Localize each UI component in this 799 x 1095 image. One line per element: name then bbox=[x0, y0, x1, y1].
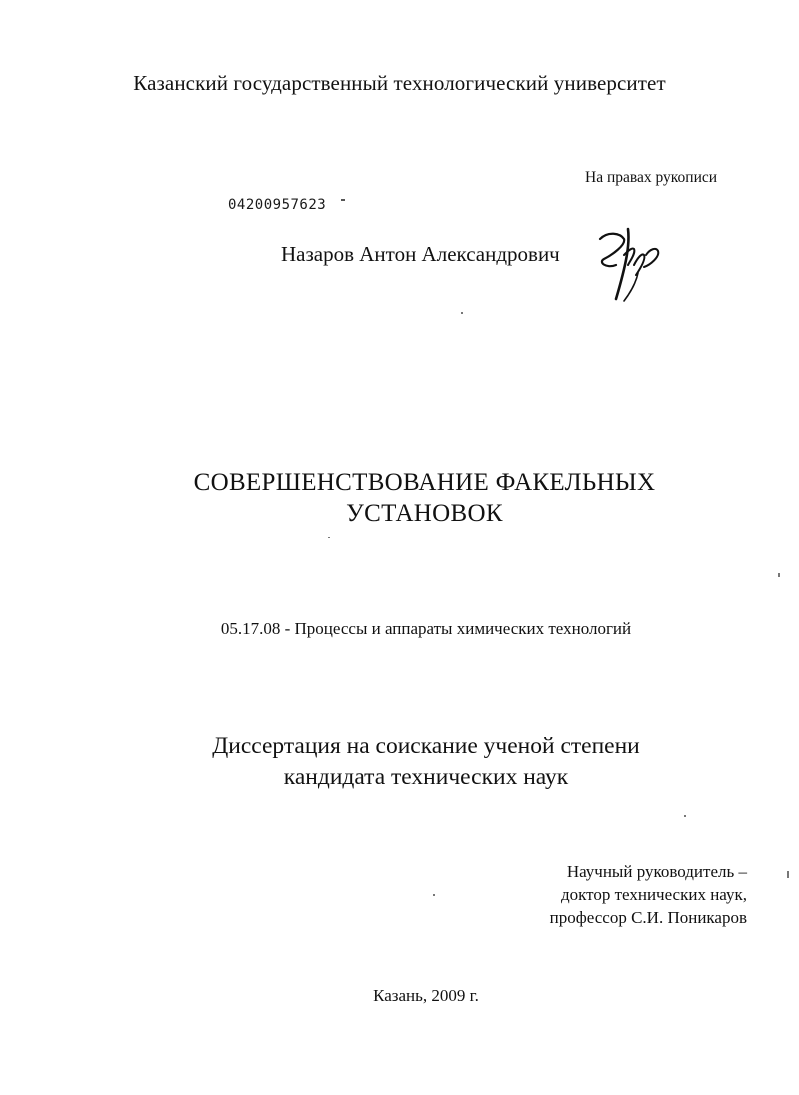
scan-speck bbox=[328, 537, 330, 538]
specialty-code: 05.17.08 - Процессы и аппараты химических технологий bbox=[220, 619, 632, 638]
degree-line-2: кандидата технических наук bbox=[283, 764, 569, 790]
supervisor-line-3: профессор С.И. Поникаров bbox=[549, 908, 747, 927]
scan-speck bbox=[778, 573, 780, 577]
scientific-supervisor bbox=[550, 860, 747, 929]
scan-speck bbox=[433, 894, 435, 896]
catalog-code: 04200957623 bbox=[228, 197, 327, 213]
dissertation-title bbox=[0, 467, 799, 529]
scan-mark bbox=[341, 199, 345, 201]
city-year: Казань, 2009 г. bbox=[373, 986, 479, 1005]
supervisor-line-1: Научный руководитель – bbox=[566, 862, 747, 881]
title-line-1: СОВЕРШЕНСТВОВАНИЕ ФАКЕЛЬНЫХ bbox=[193, 469, 656, 496]
scan-speck bbox=[684, 815, 686, 817]
supervisor-line-2: доктор технических наук, bbox=[560, 885, 747, 904]
degree-line-1: Диссертация на соискание ученой степени bbox=[212, 733, 640, 759]
scan-speck bbox=[461, 312, 463, 314]
author-name: Назаров Антон Александрович bbox=[281, 242, 560, 266]
handwritten-signature bbox=[590, 225, 664, 305]
degree-statement bbox=[0, 731, 799, 793]
scan-speck bbox=[787, 871, 789, 878]
rights-notice: На правах рукописи bbox=[585, 169, 718, 186]
title-line-2: УСТАНОВОК bbox=[346, 500, 503, 527]
university-name: Казанский государственный технологический университет bbox=[133, 71, 666, 95]
